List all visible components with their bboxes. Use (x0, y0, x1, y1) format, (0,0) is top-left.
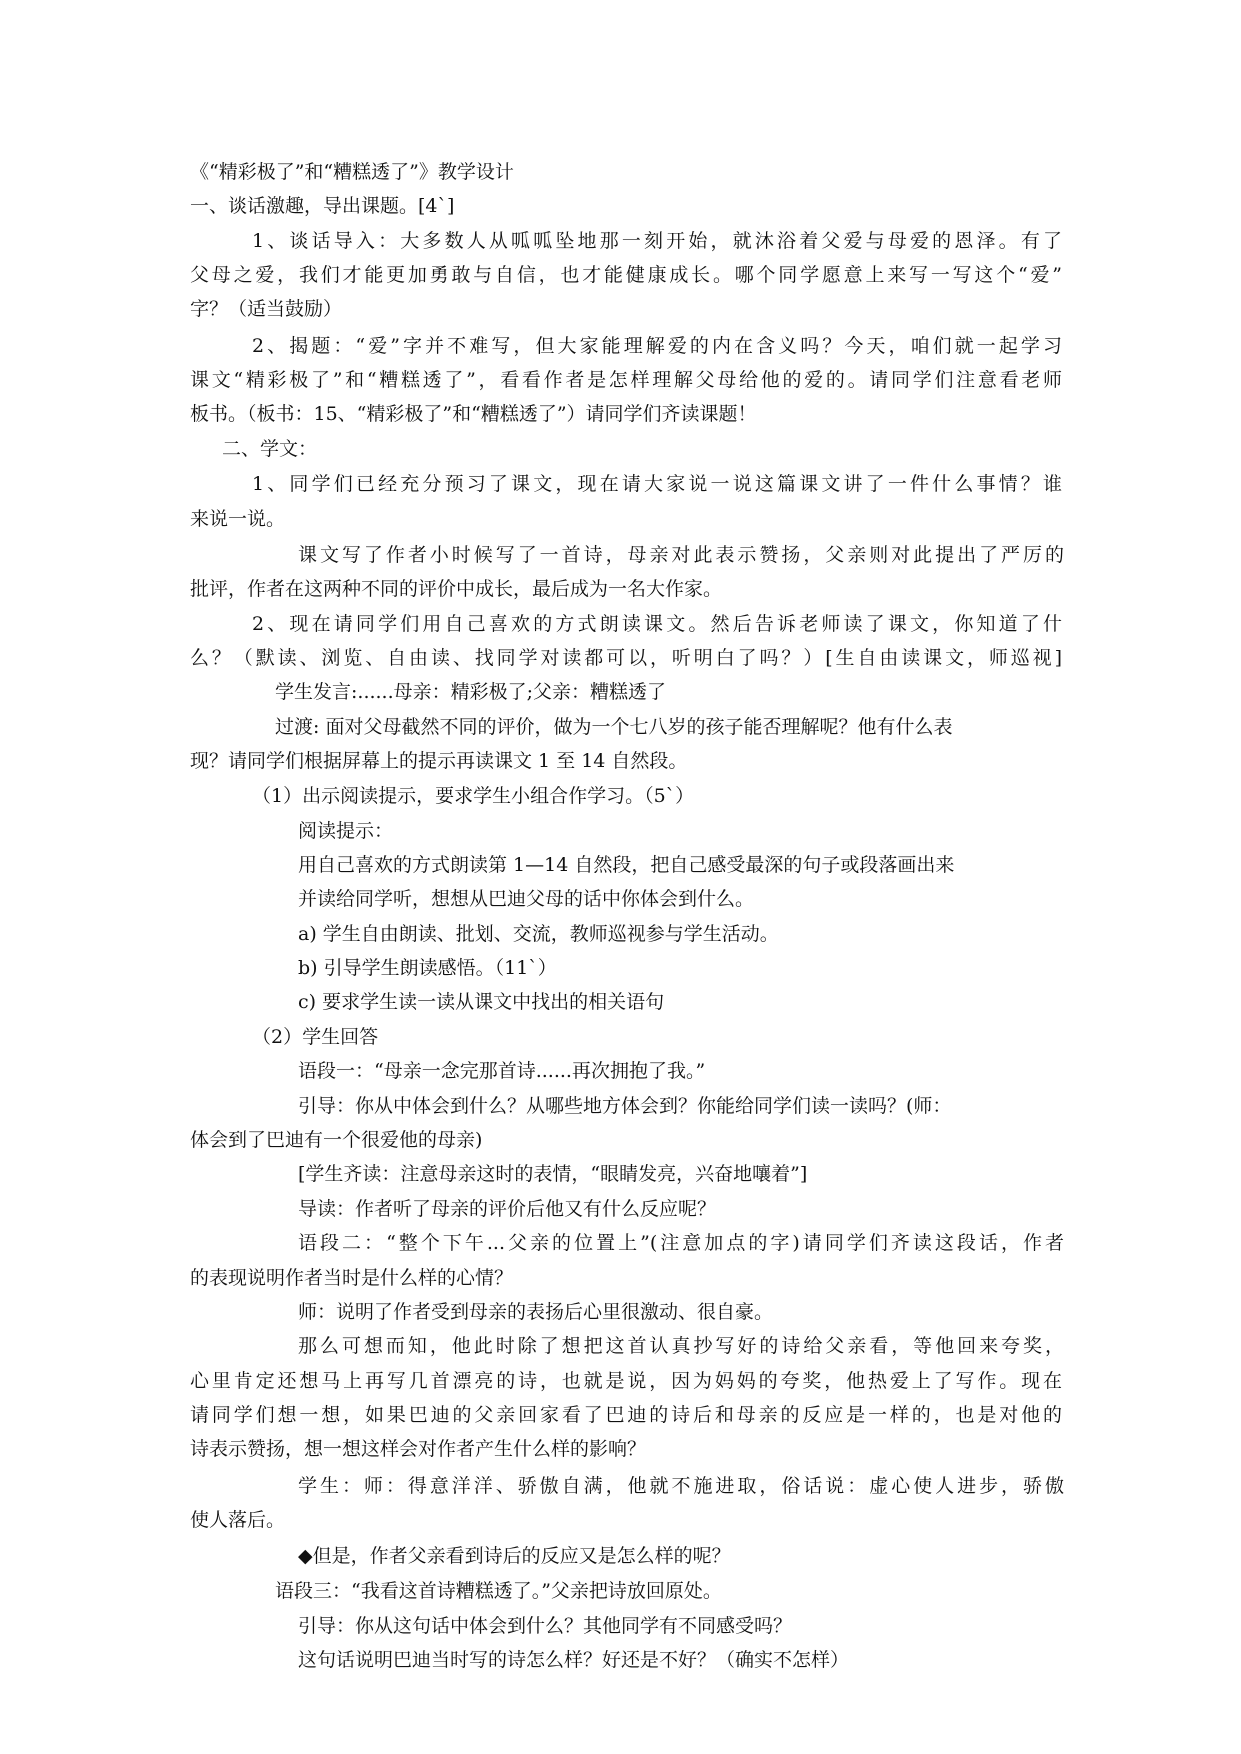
paragraph-line: 体会到了巴迪有一个很爱他的母亲) (190, 1129, 483, 1151)
paragraph-line: 来说一说。 (190, 508, 286, 530)
paragraph-line: [学生齐读：注意母亲这时的表情，“眼睛发亮，兴奋地嚷着”] (298, 1163, 808, 1185)
paragraph-line: 导读：作者听了母亲的评价后他又有什么反应呢？ (298, 1198, 717, 1220)
paragraph-line: 那么可想而知，他此时除了想把这首认真抄写好的诗给父亲看，等他回来夸奖， (298, 1335, 1064, 1357)
list-item: c) 要求学生读一读从课文中找出的相关语句 (298, 991, 665, 1013)
paragraph-line: 心里肯定还想马上再写几首漂亮的诗，也就是说，因为妈妈的夸奖，他热爱上了写作。现在 (190, 1370, 1062, 1392)
section-heading-1: 一、谈话激趣，导出课题。[4`] (190, 195, 455, 217)
paragraph-line: 语段二：“整个下午...父亲的位置上”(注意加点的字)请同学们齐读这段话，作者 (298, 1232, 1064, 1254)
list-item: b) 引导学生朗读感悟。（11`） (298, 957, 557, 979)
paragraph-line: ◆但是，作者父亲看到诗后的反应又是怎么样的呢？ (298, 1545, 731, 1567)
paragraph-line: 课文写了作者小时候写了一首诗，母亲对此表示赞扬，父亲则对此提出了严厉的 (298, 544, 1064, 566)
paragraph-line: 阅读提示： (298, 820, 394, 842)
paragraph-line: 批评，作者在这两种不同的评价中成长，最后成为一名大作家。 (190, 578, 723, 600)
paragraph-line: 2、现在请同学们用自己喜欢的方式朗读课文。然后告诉老师读了课文，你知道了什 (252, 613, 1062, 635)
paragraph-line: 父母之爱，我们才能更加勇敢与自信，也才能健康成长。哪个同学愿意上来写一写这个“爱” (190, 264, 1062, 286)
paragraph-line: 课文“精彩极了”和“糟糕透了”，看看作者是怎样理解父母给他的爱的。请同学们注意看老师 (190, 369, 1062, 391)
paragraph-line: 引导：你从这句话中体会到什么？其他同学有不同感受吗？ (298, 1615, 793, 1637)
paragraph-line: 师：说明了作者受到母亲的表扬后心里很激动、很自豪。 (298, 1301, 774, 1323)
paragraph-line: 并读给同学听，想想从巴迪父母的话中你体会到什么。 (298, 888, 755, 910)
document-title: 《“精彩极了”和“糟糕透了”》教学设计 (190, 161, 514, 183)
paragraph-line: 1、谈话导入：大多数人从呱呱坠地那一刻开始，就沐浴着父爱与母爱的恩泽。有了 (252, 230, 1062, 252)
paragraph-line: 学生：师：得意洋洋、骄傲自满，他就不施进取，俗话说：虚心使人进步，骄傲 (298, 1475, 1064, 1497)
paragraph-line: 诗表示赞扬，想一想这样会对作者产生什么样的影响？ (190, 1438, 647, 1460)
paragraph-line: 板书。（板书：15、“精彩极了”和“糟糕透了”）请同学们齐读课题！ (190, 403, 757, 425)
paragraph-line: 语段三：“我看这首诗糟糕透了。”父亲把诗放回原处。 (275, 1580, 722, 1602)
paragraph-line: 过渡: 面对父母截然不同的评价，做为一个七八岁的孩子能否理解呢？他有什么表 (275, 716, 953, 738)
paragraph-line: （1）出示阅读提示，要求学生小组合作学习。（5`） (252, 785, 695, 807)
paragraph-line: 2、揭题：“爱”字并不难写，但大家能理解爱的内在含义吗？今天，咱们就一起学习 (252, 335, 1062, 357)
paragraph-line: 学生发言:......母亲：精彩极了;父亲：糟糕透了 (275, 681, 667, 703)
paragraph-line: 的表现说明作者当时是什么样的心情？ (190, 1267, 514, 1289)
paragraph-line: （2）学生回答 (252, 1026, 379, 1048)
paragraph-line: 请同学们想一想，如果巴迪的父亲回家看了巴迪的诗后和母亲的反应是一样的，也是对他的 (190, 1404, 1062, 1426)
section-heading-2: 二、学文： (222, 438, 318, 460)
paragraph-line: 引导：你从中体会到什么？从哪些地方体会到？你能给同学们读一读吗？(师： (298, 1095, 952, 1117)
paragraph-line: 使人落后。 (190, 1509, 286, 1531)
paragraph-line: 字？（适当鼓励） (190, 298, 343, 320)
list-item: a) 学生自由朗读、批划、交流，教师巡视参与学生活动。 (298, 923, 779, 945)
paragraph-line: 么？（默读、浏览、自由读、找同学对读都可以，听明白了吗？）[生自由读课文，师巡视] (190, 647, 1062, 669)
paragraph-line: 1、同学们已经充分预习了课文，现在请大家说一说这篇课文讲了一件什么事情？谁 (252, 473, 1062, 495)
paragraph-line: 用自己喜欢的方式朗读第 1—14 自然段，把自己感受最深的句子或段落画出来 (298, 854, 955, 876)
paragraph-line: 语段一：“母亲一念完那首诗......再次拥抱了我。” (298, 1060, 706, 1082)
paragraph-line: 现？请同学们根据屏幕上的提示再读课文 1 至 14 自然段。 (190, 750, 688, 772)
paragraph-line: 这句话说明巴迪当时写的诗怎么样？好还是不好？（确实不怎样） (298, 1649, 850, 1671)
